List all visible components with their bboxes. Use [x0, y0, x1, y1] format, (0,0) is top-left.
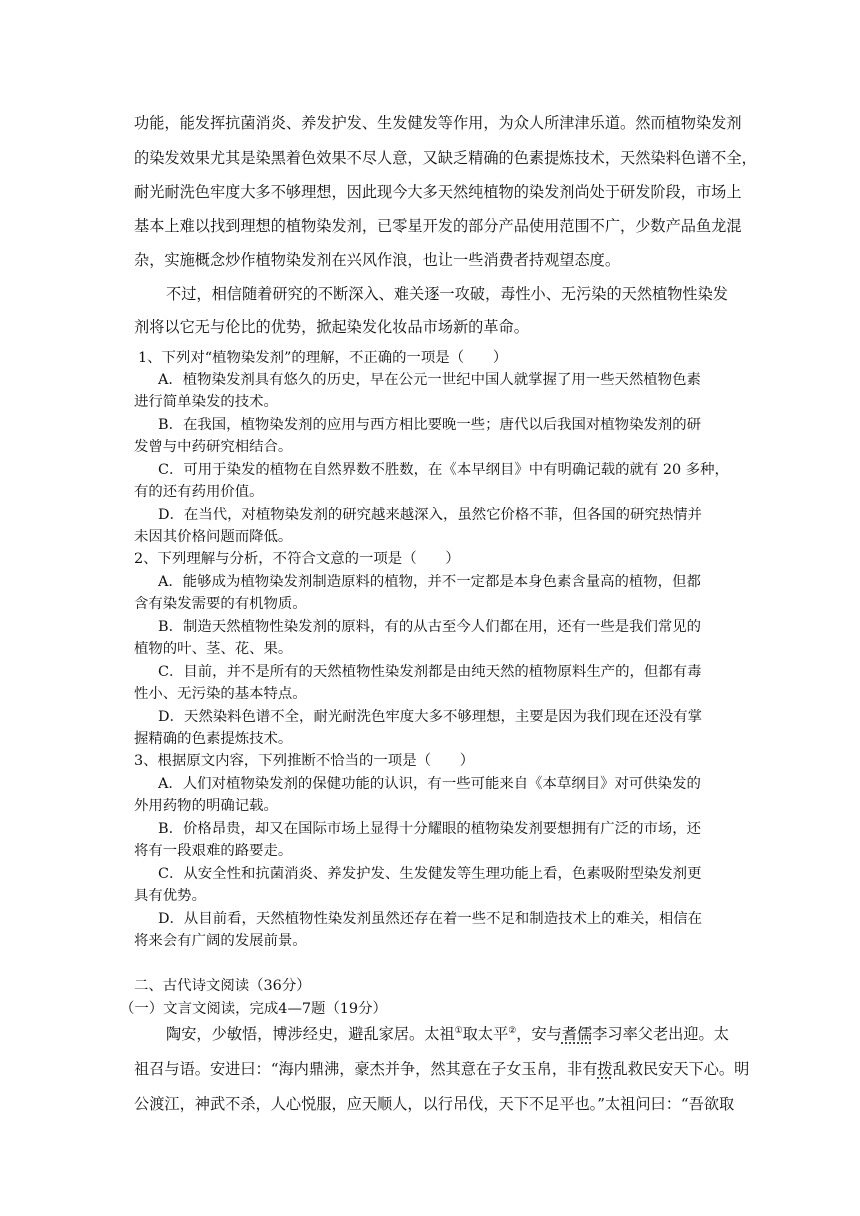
- q3-option-a-cont: 外用药物的明确记载。: [134, 798, 278, 814]
- q2-option-d: D．天然染料色谱不全，耐光耐洗色牢度大多不够理想，主要是因为我们现在还没有掌: [158, 709, 702, 725]
- q1-option-a-cont: 进行简单染发的技术。: [134, 394, 278, 410]
- q3-option-a: A．人们对植物染发剂的保健功能的认识，有一些可能来自《本草纲目》对可供染发的: [158, 776, 701, 792]
- emphasized-word: 耆儒: [561, 1025, 593, 1043]
- q2-option-c-cont: 性小、无污染的基本特点。: [134, 686, 307, 702]
- emphasized-word: 拨: [597, 1060, 613, 1078]
- passage-line: 功能，能发挥抗菌消炎、养发护发、生发健发等作用，为众人所津津乐道。然而植物染发剂: [134, 114, 742, 132]
- question-1-stem: 1、下列对“植物染发剂”的理解，不正确的一项是（ ）: [138, 350, 508, 366]
- q1-option-c-cont: 有的还有药用价值。: [134, 484, 264, 500]
- question-3-stem: 3、根据原文内容，下列推断不恰当的一项是（ ）: [134, 753, 475, 769]
- classical-text-line-2: 祖召与语。安进曰：“海内鼎沸，豪杰并争，然其意在子女玉帛，非有拨乱救民安天下心。明: [134, 1060, 750, 1078]
- q3-option-c: C．从安全性和抗菌消炎、养发护发、生发健发等生理功能上看，色素吸附型染发剂更: [158, 866, 702, 882]
- q1-option-a: A．植物染发剂具有悠久的历史，早在公元一世纪中国人就掌握了用一些天然植物色素: [158, 372, 701, 388]
- q3-option-b-cont: 将有一段艰难的路要走。: [134, 843, 293, 859]
- q1-option-c: C．可用于染发的植物在自然界数不胜数，在《本早纲目》中有明确记载的就有 20 多种，: [158, 462, 729, 478]
- passage-line: 剂将以它无与伦比的优势，掀起染发化妆品市场新的革命。: [134, 318, 529, 336]
- q1-option-b-cont: 发曾与中药研究相结合。: [134, 439, 293, 455]
- classical-text-line-3: 公渡江，神武不杀，人心悦服，应天顺人，以行吊伐，天下不足平也。”太祖问曰：“吾欲取: [134, 1095, 735, 1113]
- q2-option-a: A．能够成为植物染发剂制造原料的植物，并不一定都是本身色素含量高的植物，但都: [158, 574, 701, 590]
- passage-line: 基本上难以找到理想的植物染发剂，已零星开发的部分产品使用范围不广，少数产品鱼龙混: [134, 217, 742, 235]
- q2-option-c: C．目前，并不是所有的天然植物性染发剂都是由纯天然的植物原料生产的，但都有毒: [158, 664, 702, 680]
- passage-line: 耐光耐洗色牢度大多不够理想，因此现今大多天然纯植物的染发剂尚处于研发阶段，市场上: [134, 183, 742, 201]
- q2-option-b: B．制造天然植物性染发剂的原料，有的从古至今人们都在用，还有一些是我们常见的: [158, 619, 702, 635]
- passage-line: 的染发效果尤其是染黑着色效果不尽人意，又缺乏精确的色素提炼技术，天然染料色谱不全，: [134, 149, 757, 167]
- section-2-subheading: （一）文言文阅读，完成4—7题（19分）: [120, 1001, 387, 1017]
- passage-line: 不过，相信随着研究的不断深入、难关逐一攻破，毒性小、无污染的天然植物性染发: [166, 285, 728, 303]
- q1-option-b: B．在我国，植物染发剂的应用与西方相比要晚一些；唐代以后我国对植物染发剂的研: [158, 417, 702, 433]
- footnote-marker-2: ②: [508, 1025, 517, 1036]
- question-2-stem: 2、下列理解与分析，不符合文意的一项是（ ）: [134, 551, 460, 567]
- q3-option-b: B．价格昂贵，却又在国际市场上显得十分耀眼的植物染发剂要想拥有广泛的市场，还: [158, 821, 702, 837]
- footnote-marker-1: ①: [454, 1025, 463, 1036]
- q2-option-d-cont: 握精确的色素提炼技术。: [134, 731, 293, 747]
- classical-text-line-1: 陶安，少敏悟，博涉经史，避乱家居。太祖①取太平②，安与耆儒李习率父老出迎。太: [166, 1025, 729, 1043]
- q2-option-a-cont: 含有染发需要的有机物质。: [134, 596, 307, 612]
- q2-option-b-cont: 植物的叶、茎、花、果。: [134, 641, 293, 657]
- q3-option-d: D．从目前看，天然植物性染发剂虽然还存在着一些不足和制造技术上的难关，相信在: [158, 911, 702, 927]
- section-2-heading: 二、古代诗文阅读（36分）: [134, 978, 311, 994]
- q3-option-c-cont: 具有优势。: [134, 888, 206, 904]
- q3-option-d-cont: 将来会有广阔的发展前景。: [134, 933, 307, 949]
- q1-option-d: D．在当代，对植物染发剂的研究越来越深入，虽然它价格不菲，但各国的研究热情并: [158, 507, 702, 523]
- passage-line: 杂，实施概念炒作植物染发剂在兴风作浪，也让一些消费者持观望态度。: [134, 251, 620, 269]
- q1-option-d-cont: 未因其价格问题而降低。: [134, 529, 293, 545]
